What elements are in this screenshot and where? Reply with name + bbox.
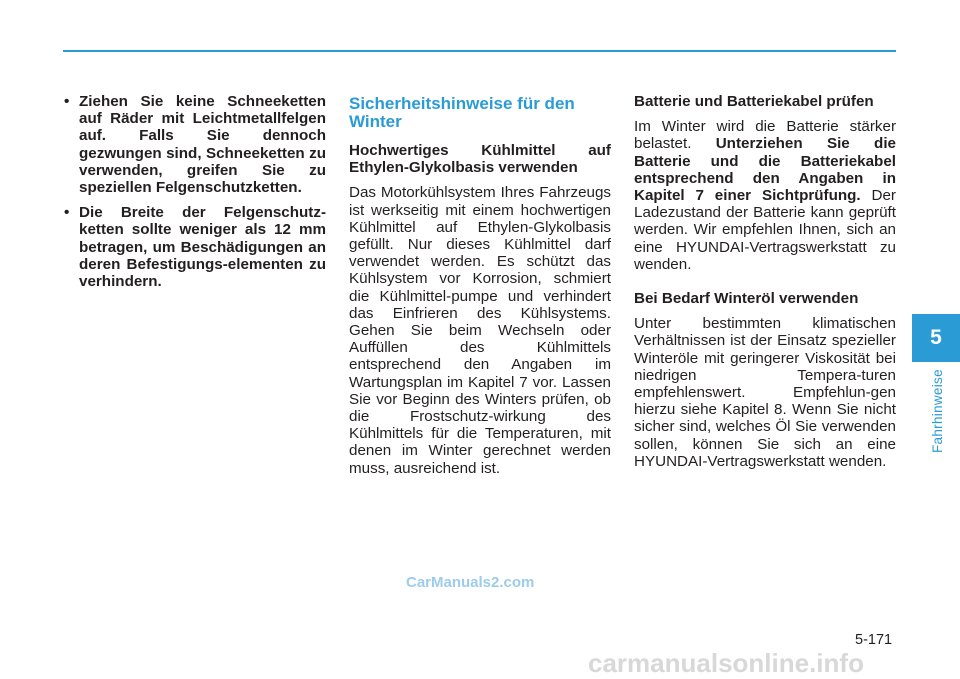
battery-heading: Batterie und Batteriekabel prüfen [634, 93, 874, 110]
bullet-dot: • [64, 204, 70, 222]
battery-text-intro: Im Winter wird die Batterie stärker belastet. [634, 118, 896, 153]
bullet-dot: • [64, 93, 70, 110]
column-1 [64, 93, 326, 298]
bullet-text: Ziehen Sie keine Schneeketten auf Räder mit Leichtmetallfelgen auf. Falls Sie dennoch gezwungen sind, Schneeketten zu verwenden, greifen Sie zu speziellen Felgenschutzketten. [79, 93, 326, 197]
battery-text-outro: Der Ladezustand der Batterie kann geprüft werden. Wir empfehlen Ihnen, sich an eine HYUNDAI-Vertragswerkstatt zu wenden. [634, 187, 896, 273]
page-number: 5-171 [855, 632, 893, 648]
watermark-carmanualsonline: carmanualsonline.info [588, 648, 864, 678]
bullet-item [64, 204, 326, 290]
section-title: Sicherheitshinweise für den Winter [349, 94, 575, 131]
bullet-text: Die Breite der Felgenschutz-ketten sollte weniger als 12 mm betragen, um Beschädigungen an deren Befestigungs-elementen zu verhindern. [79, 204, 326, 291]
coolant-heading: Hochwertiges Kühlmittel auf Ethylen-Glykolbasis verwenden [349, 142, 611, 177]
column-2 [349, 93, 611, 477]
chapter-label: Fahrhinweise [930, 369, 945, 453]
coolant-paragraph: Das Motorkühlsystem Ihres Fahrzeugs ist werkseitig mit einem hochwertigen Kühlmittel auf Ethylen-Glykolbasis gefüllt. Nur dieses Kühlmittel darf verwendet werden. Es schützt das Kühlsystem vor Korrosion, schmiert die Kühlmittel-pumpe und verhindert das Einfrieren des Kühlsystems. Gehen Sie beim Wechseln oder Auffüllen des Kühlmittels entsprechend den Angaben im Wartungsplan im Kapitel 7 vor. Lassen Sie vor Beginn des Winters prüfen, ob die Frostschutz-wirkung des Kühlmittels für die Temperaturen, mit denen im Winter gerechnet werden muss, ausreichend ist. [349, 184, 611, 477]
chapter-tab: 5 [912, 314, 960, 362]
spacer [634, 273, 896, 290]
header-rule [63, 50, 896, 52]
bullet-item [64, 93, 326, 196]
winter-oil-paragraph: Unter bestimmten klimatischen Verhältnissen ist der Einsatz spezieller Winteröle mit geringerer Viskosität bei niedrigen Tempera-turen empfehlenswert. Empfehlun-gen hierzu siehe Kapitel 8. Wenn Sie nicht sicher sind, welches Öl Sie verwenden sollen, können Sie sich an eine HYUNDAI-Vertragswerkstatt wenden. [634, 315, 896, 470]
winter-oil-heading: Bei Bedarf Winteröl verwenden [634, 290, 859, 308]
battery-paragraph [634, 118, 896, 273]
watermark-carmanuals2: CarManuals2.com [406, 574, 535, 591]
column-3 [634, 93, 896, 470]
battery-text-emphasis: Unterziehen Sie die Batterie und die Batteriekabel entsprechend den Angaben in Kapitel 7 einer Sichtprüfung. [634, 135, 896, 205]
